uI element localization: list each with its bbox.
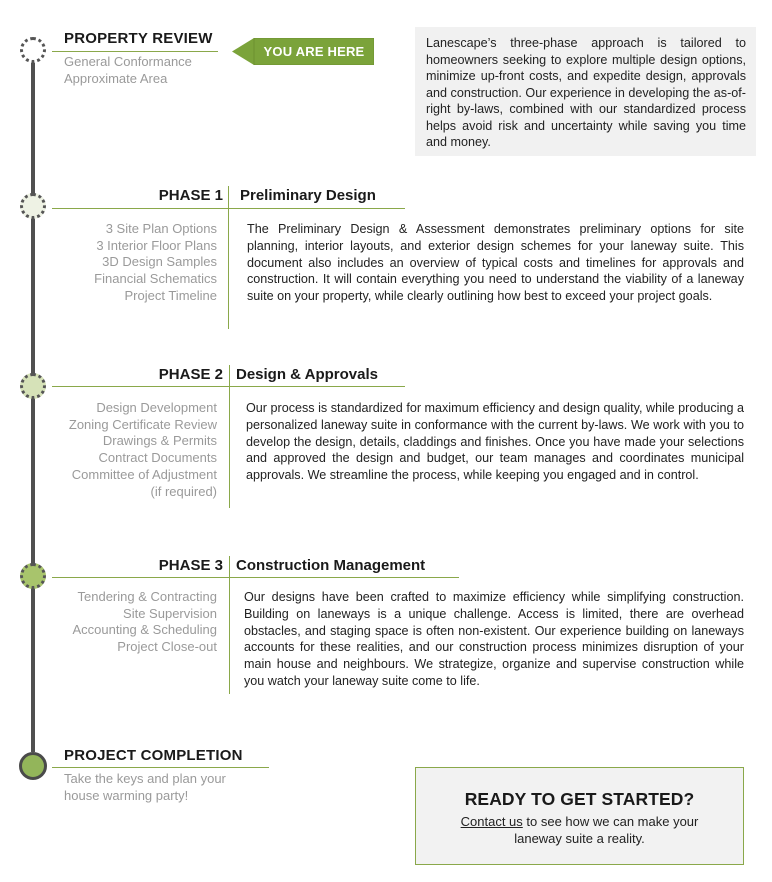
property-review-line: Approximate Area (64, 71, 168, 86)
cta-box (415, 767, 744, 865)
completion-details (64, 770, 226, 804)
phase-2-description: Our process is standardized for maximum efficiency and design quality, while producing a personalized laneway suite in conformance with the current by-laws. We work with you to develop the design, details, claddings and finishes. Once you have made your selections and approved the design and budget, our team manages and coordinates municipal approvals. We streamline the process, while keeping you engaged and in control. (246, 401, 744, 483)
you-are-here-badge (232, 38, 374, 65)
intro-text: Lanescape’s three-phase approach is tailored to homeowners seeking to explore multiple design options, minimize up-front costs, and expedite design, approvals and construction. Our experience in developing the as-of-right by-laws, combined with our standardized process helps avoid risk and uncertainty while saving you time and money. (426, 36, 746, 149)
phase-item: Drawings & Permits (102, 433, 217, 449)
cta-title: READY TO GET STARTED? (464, 789, 695, 809)
phase-item: 3 Interior Floor Plans (96, 237, 217, 253)
completion-line: house warming party! (64, 788, 189, 803)
cta-text-after-link: to see how we can make your (522, 814, 699, 829)
phase-item: 3 Site Plan Options (105, 221, 217, 236)
phase-item: (if required) (150, 483, 217, 499)
phase-1-number: PHASE 1 (158, 187, 223, 204)
timeline-node-phase-2 (20, 373, 46, 399)
phase-2-items (17, 400, 217, 500)
phase-item: Tendering & Contracting (77, 589, 217, 604)
phase-item: Site Supervision (123, 605, 217, 621)
phase-item: Project Close-out (117, 639, 217, 655)
phase-1-items (17, 221, 217, 305)
timeline-node-property-review (20, 37, 46, 63)
intro-box (415, 27, 756, 156)
completion-underline (52, 767, 269, 768)
contact-us-link[interactable]: Contact us (460, 814, 523, 829)
phase-3-items (17, 589, 217, 656)
completion-title: PROJECT COMPLETION (64, 747, 243, 764)
phase-item: Accounting & Scheduling (72, 622, 217, 638)
phase-item: Zoning Certificate Review (68, 416, 217, 432)
timeline-node-phase-1 (20, 193, 46, 219)
property-review-details (64, 53, 192, 87)
property-review-title: PROPERTY REVIEW (64, 30, 213, 47)
phase-1-description: The Preliminary Design & Assessment demonstrates preliminary options for site planning, interior layouts, and exterior design schemes for your laneway suite. This document also includes an overview of typical costs and timelines for approvals and construction. It will contain everything you need to understand the viability of a laneway suite on your property, while clearly outlining how best to exceed your project goals. (247, 222, 744, 304)
phase-1-name: Preliminary Design (240, 187, 376, 204)
property-review-line: General Conformance (64, 54, 192, 69)
phase-item: Financial Schematics (94, 271, 217, 287)
phase-item: Project Timeline (124, 287, 217, 303)
phase-3-number: PHASE 3 (158, 557, 223, 574)
cta-text (416, 813, 743, 847)
you-are-here-label: YOU ARE HERE (263, 44, 365, 59)
phase-1-underline (52, 208, 405, 209)
phase-3-underline (52, 577, 459, 578)
phase-item: Contract Documents (98, 450, 217, 466)
phase-2-name: Design & Approvals (236, 366, 378, 383)
completion-line: Take the keys and plan your (64, 771, 226, 786)
phase-2-underline (52, 386, 405, 387)
phase-3-name: Construction Management (236, 557, 426, 574)
phase-item: 3D Design Samples (102, 254, 217, 270)
phase-2-number: PHASE 2 (158, 366, 223, 383)
cta-text-line2: laneway suite a reality. (514, 831, 645, 846)
property-review-underline (52, 51, 218, 52)
phase-item: Design Development (96, 400, 217, 415)
timeline-node-phase-3 (20, 563, 46, 589)
timeline-node-completion (19, 752, 47, 780)
phase-3-description: Our designs have been crafted to maximize efficiency while simplifying construction. Building on laneways is a unique challenge. Access is limited, there are overhead obstacles, and staging space is often non-existent. Our experience building on laneways accounts for these realities, and our construction process minimizes disruption of your main house and neighbours. We strategize, organize and supervise construction while you watch your laneway suite come to life. (244, 590, 744, 688)
phase-item: Committee of Adjustment (71, 466, 217, 482)
